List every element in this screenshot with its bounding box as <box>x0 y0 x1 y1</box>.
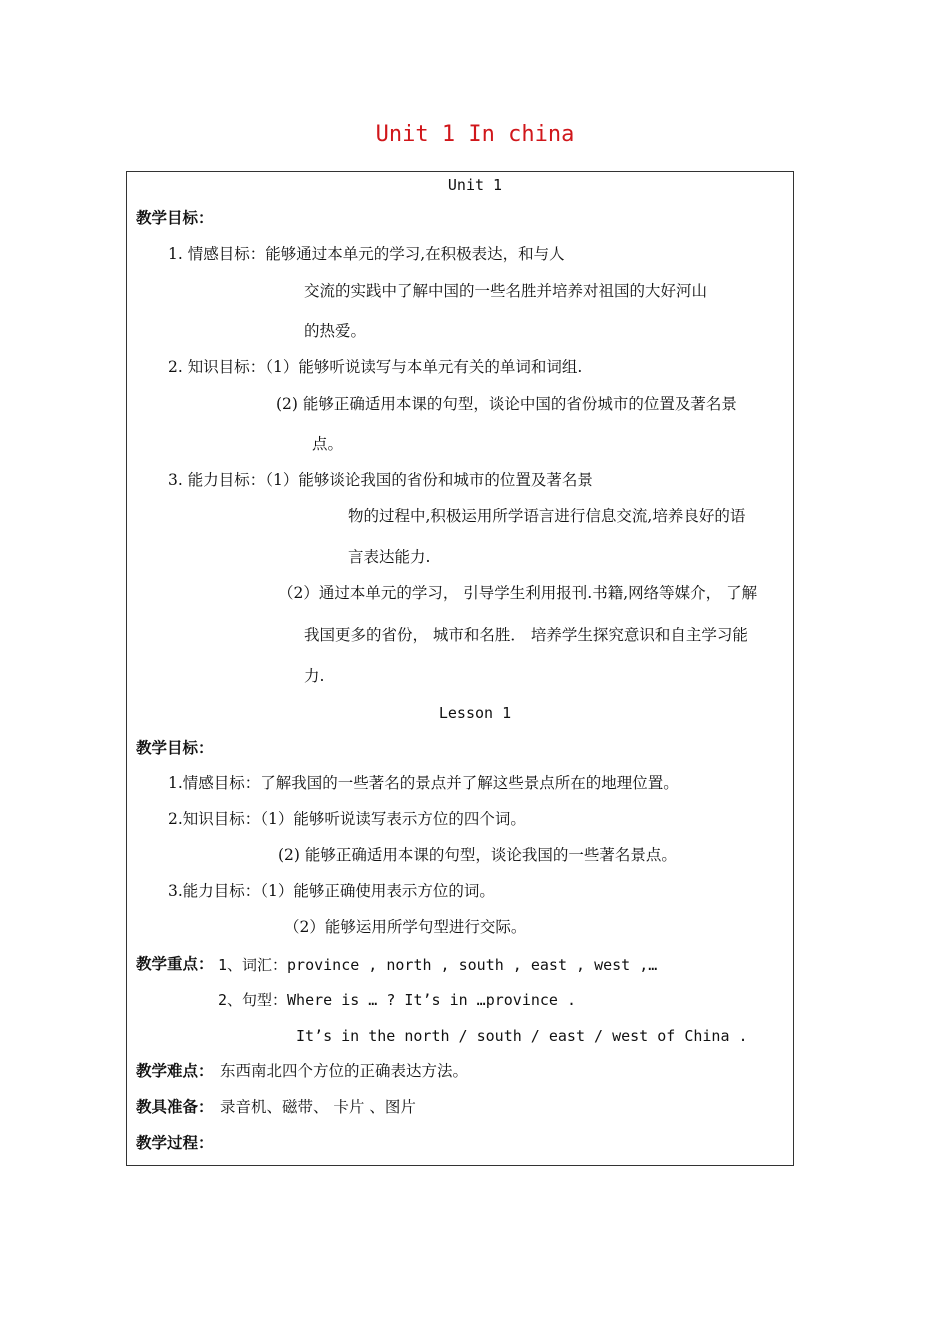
unit-goal-ability-2: （2）通过本单元的学习， 引导学生利用报刊.书籍,网络等媒介， 了解 <box>278 584 758 602</box>
lesson-goal-knowledge: 2.知识目标：（1）能够听说读写表示方位的四个词。 <box>168 810 526 828</box>
document-title: Unit 1 In china <box>375 122 575 147</box>
key-points-label: 教学重点： <box>136 954 214 973</box>
lesson-goal-emotion: 1.情感目标：了解我国的一些著名的景点并了解这些景点所在的地理位置。 <box>168 774 679 792</box>
unit-goal-ability: 3. 能力目标：（1）能够谈论我国的省份和城市的位置及著名景 <box>168 471 593 489</box>
unit-goal-knowledge: 2. 知识目标：（1）能够听说读写与本单元有关的单词和词组. <box>168 358 583 376</box>
key-points-vocabulary: 1、词汇：province , north , south , east , west ,… <box>218 956 658 974</box>
teaching-aids-text: 录音机、磁带、 卡片 、图片 <box>220 1098 416 1116</box>
unit-heading: Unit 1 <box>447 176 503 194</box>
lesson-heading: Lesson 1 <box>438 704 512 722</box>
teaching-aids-label: 教具准备： <box>136 1097 214 1116</box>
unit-goals-label: 教学目标： <box>136 208 214 227</box>
unit-goal-knowledge-2: (2) 能够正确适用本课的句型，谈论中国的省份城市的位置及著名景 <box>276 395 737 413</box>
key-points-sentence: 2、句型：Where is … ? It’s in …province . <box>218 991 577 1009</box>
unit-goal-emotion-cont: 交流的实践中了解中国的一些名胜并培养对祖国的大好河山 <box>304 282 708 300</box>
difficult-points-text: 东西南北四个方位的正确表达方法。 <box>220 1062 469 1080</box>
unit-goal-ability-cont: 言表达能力. <box>348 548 431 566</box>
unit-goal-ability-2-cont: 力. <box>304 667 325 685</box>
teaching-process-label: 教学过程： <box>136 1133 214 1152</box>
lesson-goals-label: 教学目标： <box>136 738 214 757</box>
unit-goal-emotion-cont: 的热爱。 <box>304 322 367 340</box>
key-points-sentence-2: It’s in the north / south / east / west of China . <box>296 1027 748 1045</box>
unit-goal-knowledge-2-cont: 点。 <box>312 435 344 453</box>
unit-goal-emotion: 1. 情感目标：能够通过本单元的学习,在积极表达，和与人 <box>168 245 565 263</box>
unit-goal-ability-2-cont: 我国更多的省份， 城市和名胜． 培养学生探究意识和自主学习能 <box>304 626 748 644</box>
difficult-points-label: 教学难点： <box>136 1061 214 1080</box>
lesson-goal-ability-2: （2）能够运用所学句型进行交际。 <box>284 918 527 936</box>
unit-goal-ability-cont: 物的过程中,积极运用所学语言进行信息交流,培养良好的语 <box>348 507 746 525</box>
lesson-goal-ability: 3.能力目标：（1）能够正确使用表示方位的词。 <box>168 882 495 900</box>
lesson-plan-table <box>126 171 794 1166</box>
lesson-goal-knowledge-2: (2) 能够正确适用本课的句型，谈论我国的一些著名景点。 <box>278 846 677 864</box>
